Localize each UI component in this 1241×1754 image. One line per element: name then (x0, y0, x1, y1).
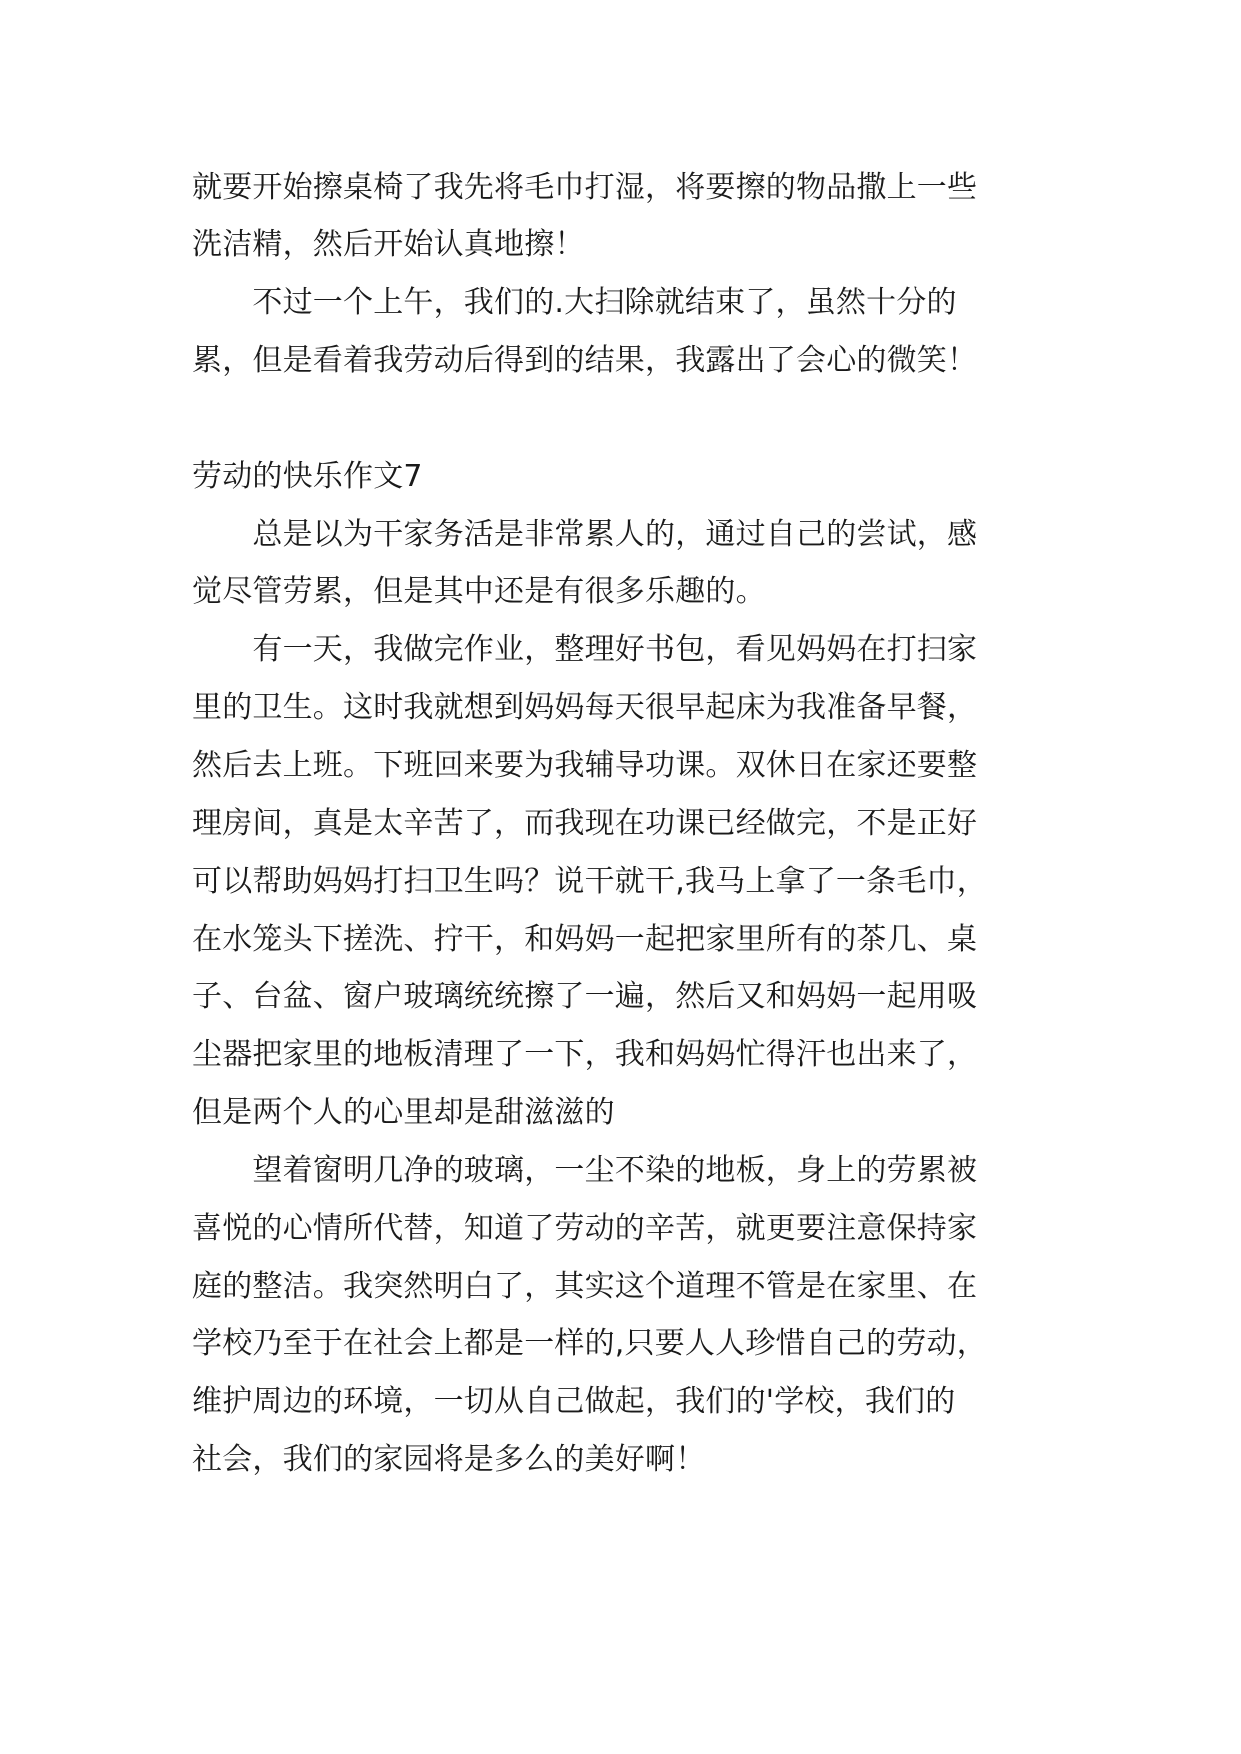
text-line: 总是以为干家务活是非常累人的，通过自己的尝试，感 (192, 517, 978, 552)
text-line: 然后去上班。下班回来要为我辅导功课。双休日在家还要整 (192, 748, 978, 783)
text-line: 尘器把家里的地板清理了一下，我和妈妈忙得汗也出来了， (192, 1037, 978, 1072)
text-line: 可以帮助妈妈打扫卫生吗？说干就干,我马上拿了一条毛巾， (192, 864, 987, 899)
text-line: 望着窗明几净的玻璃，一尘不染的地板，身上的劳累被 (192, 1153, 978, 1188)
text-line: 社会，我们的家园将是多么的美好啊！ (192, 1442, 706, 1477)
text-line: 觉尽管劳累，但是其中还是有很多乐趣的。 (192, 574, 766, 609)
text-line: 不过一个上午，我们的.大扫除就结束了，虽然十分的 (192, 285, 957, 320)
text-line: 有一天，我做完作业，整理好书包，看见妈妈在打扫家 (192, 632, 978, 667)
text-line: 但是两个人的心里却是甜滋滋的 (192, 1095, 615, 1130)
text-line: 子、台盆、窗户玻璃统统擦了一遍，然后又和妈妈一起用吸 (192, 979, 978, 1014)
text-line: 就要开始擦桌椅了我先将毛巾打湿，将要擦的物品撒上一些 (192, 170, 978, 205)
text-line: 喜悦的心情所代替，知道了劳动的辛苦，就更要注意保持家 (192, 1211, 978, 1246)
text-line: 庭的整洁。我突然明白了，其实这个道理不管是在家里、在 (192, 1269, 978, 1304)
section-heading: 劳动的快乐作文7 (192, 459, 423, 494)
text-line: 洗洁精，然后开始认真地擦！ (192, 227, 585, 262)
text-line: 理房间，真是太辛苦了，而我现在功课已经做完，不是正好 (192, 806, 978, 841)
text-line: 在水笼头下搓洗、拧干，和妈妈一起把家里所有的茶几、桌 (192, 922, 978, 957)
text-line: 里的卫生。这时我就想到妈妈每天很早起床为我准备早餐， (192, 690, 978, 725)
text-line: 累，但是看着我劳动后得到的结果，我露出了会心的微笑！ (192, 343, 978, 378)
text-line: 学校乃至于在社会上都是一样的,只要人人珍惜自己的劳动， (192, 1326, 987, 1361)
text-line: 维护周边的环境，一切从自己做起，我们的'学校，我们的 (192, 1384, 956, 1419)
